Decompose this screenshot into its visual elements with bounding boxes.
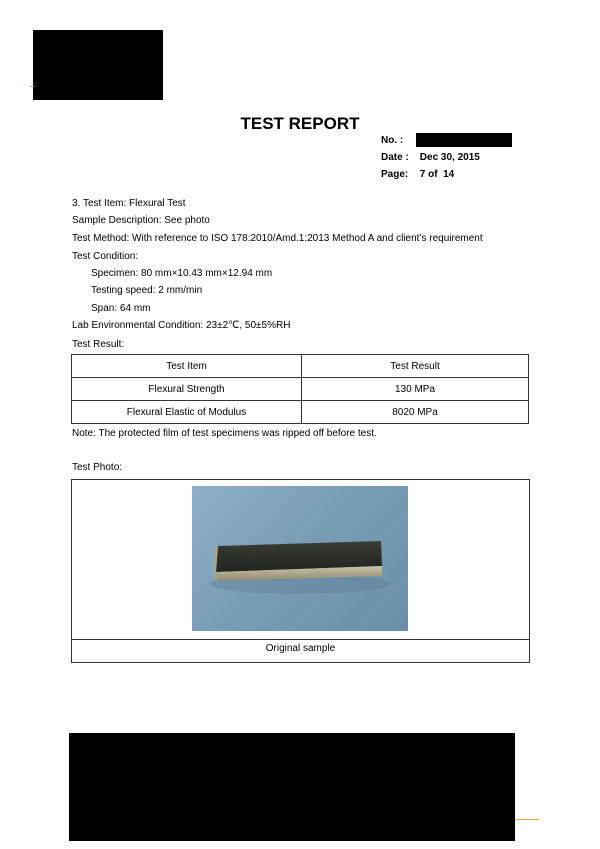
test-item: 3. Test Item: Flexural Test [72,198,186,209]
test-condition-label: Test Condition: [72,251,139,262]
table-cell: 130 MPa [302,378,529,401]
table-header: Test Item [72,355,302,378]
test-method: Test Method: With reference to ISO 178:2010/Amd.1:2013 Method A and client’s requirement [72,233,483,244]
table-cell: Flexural Strength [72,378,302,401]
photo-frame [71,479,530,663]
table-header: Test Result [302,355,529,378]
sample-description: Sample Description: See photo [72,215,210,226]
lab-environment: Lab Environmental Condition: 23±2℃, 50±5%RH [72,320,291,331]
date-label: Date : [381,152,409,163]
span: Span: 64 mm [91,303,151,314]
photo-caption: Original sample [265,643,336,654]
results-table [71,354,529,424]
page-label: Page: [381,169,409,180]
report-number-row [381,135,417,146]
page-title: TEST REPORT [240,114,360,133]
report-number-label: No. : [381,135,404,146]
test-result-label: Test Result: [72,339,125,350]
table-header-row [72,355,529,378]
date-value: Dec 30, 2015 [419,152,480,163]
table-row [72,401,529,424]
sample-photo [192,486,408,631]
test-photo-label: Test Photo: [72,462,123,473]
sample-bar-illustration [192,486,408,631]
header-accent-line [30,86,34,87]
page-row [381,169,454,180]
specimen: Specimen: 80 mm×10.43 mm×12.94 mm [91,268,273,279]
table-row [72,378,529,401]
redacted-report-number [416,133,512,147]
redacted-footer [69,733,515,841]
date-row [381,152,480,163]
caption-divider [72,639,529,640]
note: Note: The protected film of test specimens was ripped off before test. [72,428,377,439]
redacted-logo [33,30,163,100]
table-cell: Flexural Elastic of Modulus [72,401,302,424]
table-cell: 8020 MPa [302,401,529,424]
testing-speed: Testing speed: 2 mm/min [91,285,203,296]
page-value: 7 of 14 [419,169,455,180]
footer-accent-line [515,819,539,820]
